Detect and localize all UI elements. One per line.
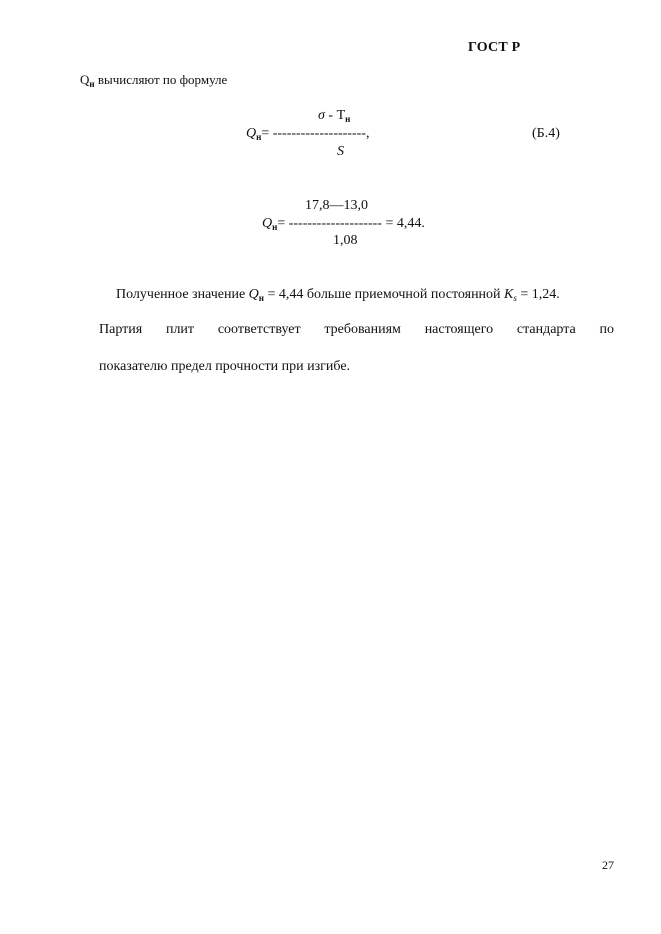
paragraph-line-2: Партия плит соответствует требованиям настоящего стандарта по — [99, 322, 614, 337]
document-header: ГОСТ Р — [468, 40, 521, 55]
formula-b4-denominator: S — [337, 144, 344, 159]
p1-q-symbol: Q — [248, 287, 259, 302]
q-symbol: Q — [80, 72, 90, 87]
sigma-symbol: σ — [318, 108, 325, 123]
numeric-lhs-symbol: Q — [262, 216, 273, 231]
numeric-lhs-subscript: н — [272, 222, 278, 232]
numeric-denominator: 1,08 — [333, 233, 358, 248]
equals-dashes: = --------------------, — [261, 126, 370, 141]
intro-line — [80, 72, 227, 89]
numeric-numerator: 17,8—13,0 — [305, 198, 368, 213]
lhs-symbol: Q — [246, 126, 257, 141]
numeric-formula-line — [262, 216, 425, 232]
p1-k-subscript: s — [513, 293, 517, 303]
formula-label: (Б.4) — [532, 126, 560, 141]
lhs-subscript: н — [256, 132, 262, 142]
paragraph-line-1 — [116, 287, 560, 303]
paragraph-line-3: показателю предел прочности при изгибе. — [99, 359, 351, 374]
p1-text-b: = 4,44 больше приемочной постоянной — [263, 287, 505, 302]
p1-text-c: = 1,24. — [516, 287, 560, 302]
numerator-subscript: н — [345, 114, 351, 124]
numeric-equals-dashes: = -------------------- = 4,44. — [277, 216, 425, 231]
numerator-text: - Т — [324, 108, 346, 123]
page-number: 27 — [602, 858, 614, 872]
intro-text: вычисляют по формуле — [94, 72, 228, 87]
q-subscript: н — [89, 79, 95, 89]
formula-b4-line — [246, 126, 369, 142]
p1-q-subscript: н — [258, 293, 264, 303]
p1-text-a: Полученное значение — [116, 287, 249, 302]
p1-k-symbol: K — [504, 287, 514, 302]
formula-b4-numerator — [318, 108, 350, 124]
